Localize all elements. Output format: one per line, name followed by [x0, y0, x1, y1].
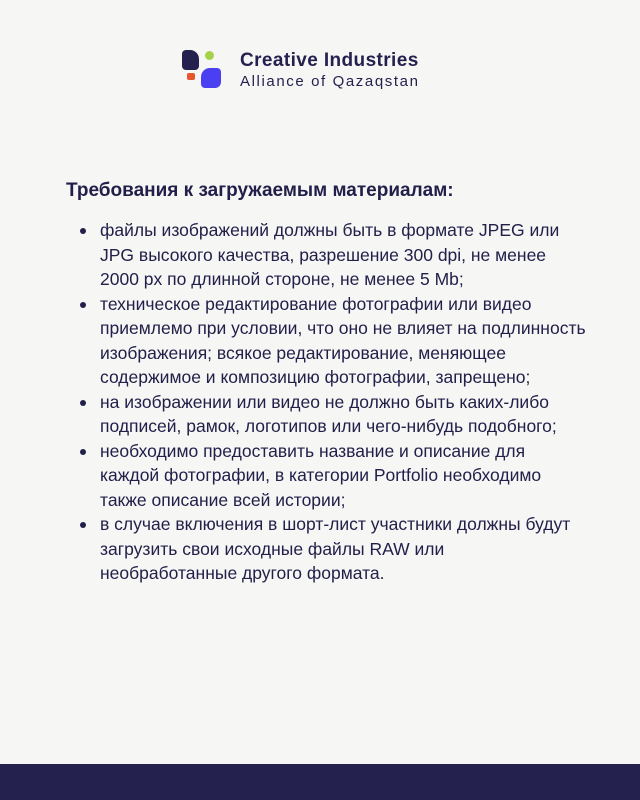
list-item: файлы изображений должны быть в формате JPEG или JPG высокого качества, разрешение 300 dpi, не менее 2000 px по длинной стороне, не менее 5 Mb;: [66, 218, 586, 292]
footer-bar: [0, 764, 640, 800]
brand-name: [240, 50, 420, 91]
list-item: в случае включения в шорт-лист участники должны будут загрузить свои исходные файлы RAW или необработанные другого формата.: [66, 512, 586, 586]
requirements-list: [66, 218, 586, 586]
logo-mark-icon: [182, 48, 226, 92]
brand-name-line1: Creative Industries: [240, 49, 419, 71]
list-item: необходимо предоставить название и описание для каждой фотографии, в категории Portfolio необходимо также описание всей истории;: [66, 439, 586, 513]
requirements-section: [66, 178, 586, 586]
brand-logo: [182, 48, 420, 92]
requirements-title: Требования к загружаемым материалам:: [66, 180, 454, 201]
list-item: на изображении или видео не должно быть каких-либо подписей, рамок, логотипов или чего-нибудь подобного;: [66, 390, 586, 439]
list-item: техническое редактирование фотографии или видео приемлемо при условии, что оно не влияет на подлинность изображения; всякое редактирование, меняющее содержимое и композицию фотографии, запрещено;: [66, 292, 586, 390]
brand-name-line2: Alliance of Qazaqstan: [240, 72, 420, 90]
